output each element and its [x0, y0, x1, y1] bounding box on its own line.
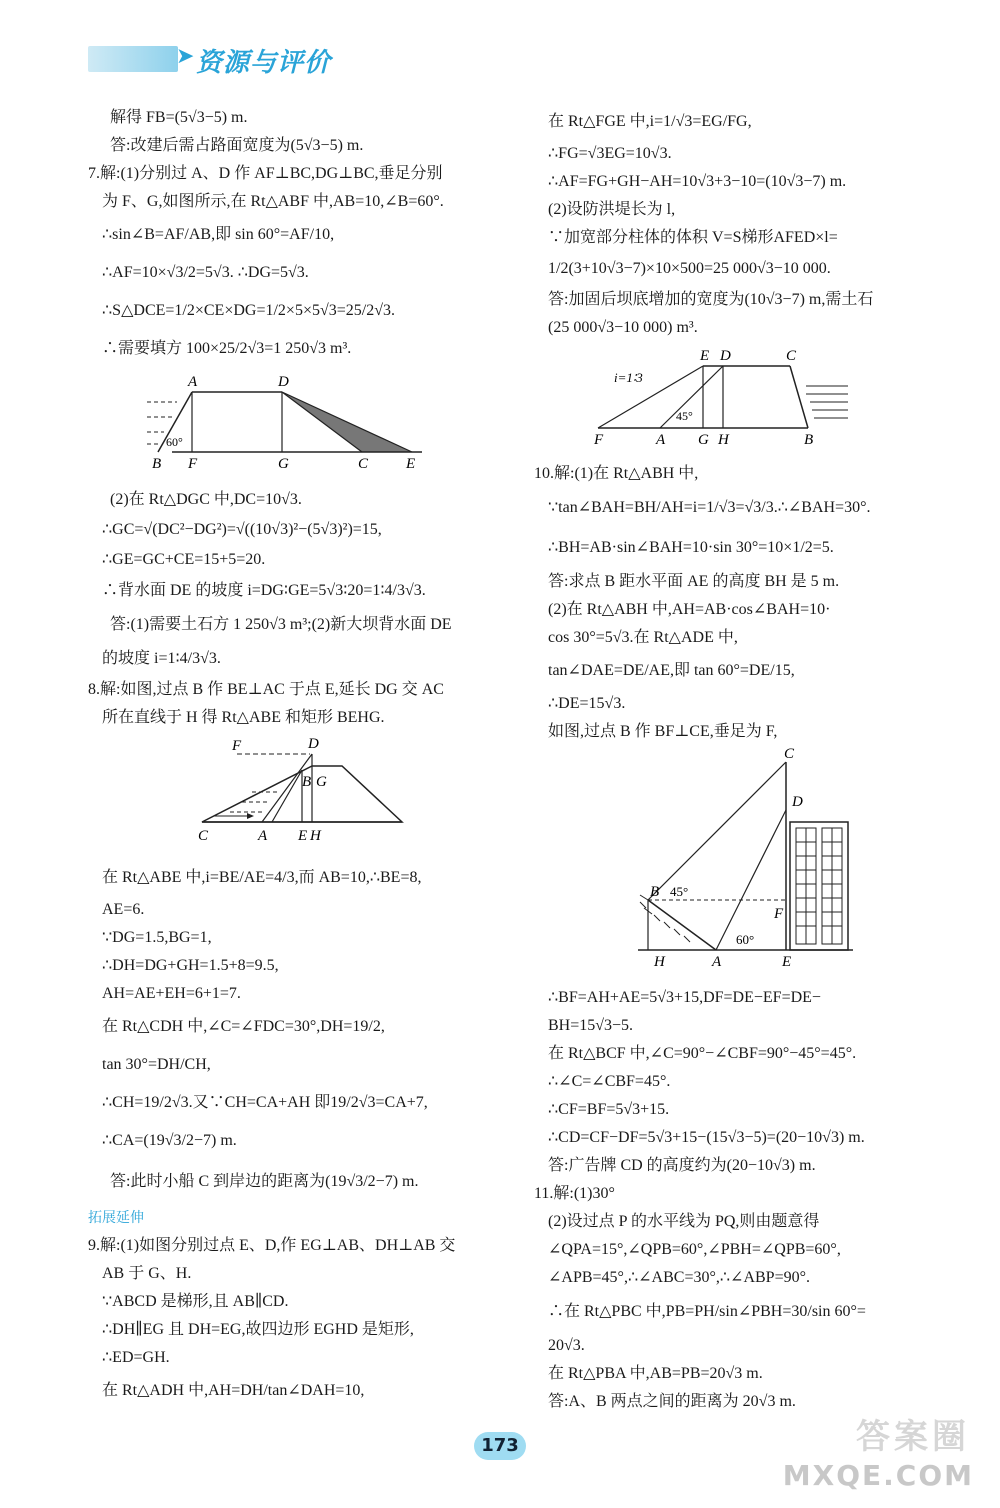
text-line: AH=AE+EH=6+1=7.: [102, 985, 241, 1002]
text-line: ∴GE=GC+CE=15+5=20.: [102, 551, 266, 568]
text-line: 答:广告牌 CD 的高度约为(20−10√3) m.: [548, 1157, 816, 1174]
text-line: ∴在 Rt△PBC 中,PB=PH/sin∠PBH=30/sin 60°=: [548, 1303, 866, 1320]
text-line: AE=6.: [102, 901, 145, 918]
label-C: C: [784, 746, 795, 762]
label-D: D: [278, 374, 289, 390]
text-line: ∴ED=GH.: [102, 1349, 170, 1366]
text-line: 的坡度 i=1∶4/3√3.: [102, 650, 221, 667]
text-line: 9.解:(1)如图分别过点 E、D,作 EG⊥AB、DH⊥AB 交: [88, 1237, 456, 1254]
text-line: (2)设过点 P 的水平线为 PQ,则由题意得: [548, 1213, 820, 1230]
text-line: 在 Rt△ADH 中,AH=DH/tan∠DAH=10,: [102, 1382, 365, 1399]
label-B: B: [804, 432, 814, 448]
text-line: 答:求点 B 距水平面 AE 的高度 BH 是 5 m.: [548, 573, 840, 590]
label-D: D: [308, 736, 319, 752]
text-line: ∴S△DCE=1/2×CE×DG=1/2×5×5√3=25/2√3.: [102, 302, 395, 319]
text-line: 为 F、G,如图所示,在 Rt△ABF 中,AB=10,∠B=60°.: [102, 193, 444, 210]
text-line: ∵tan∠BAH=BH/AH=i=1/√3=√3/3.∴∠BAH=30°.: [548, 499, 871, 516]
label-B: B: [650, 884, 660, 900]
label-C: C: [358, 456, 369, 472]
label-A: A: [258, 828, 268, 844]
arrow-icon: ➤: [176, 44, 195, 69]
text-line: ∴背水面 DE 的坡度 i=DG∶GE=5√3∶20=1∶4/3√3.: [102, 582, 426, 599]
label-G: G: [316, 774, 327, 790]
label-A: A: [188, 374, 198, 390]
text-line: AB 于 G、H.: [102, 1265, 192, 1282]
text-line: (2)设防洪堤长为 l,: [548, 201, 676, 218]
text-line: 7.解:(1)分别过 A、D 作 AF⊥BC,DG⊥BC,垂足分别: [88, 165, 443, 182]
left-column: [88, 104, 512, 1410]
text-line: ∴DH=DG+GH=1.5+8=9.5,: [102, 957, 279, 974]
text-line: 8.解:如图,过点 B 作 BE⊥AC 于点 E,延长 DG 交 AC: [88, 681, 444, 698]
label-H: H: [718, 432, 729, 448]
text-line: ∴FG=√3EG=10√3.: [548, 145, 672, 162]
text-line: ∴BF=AH+AE=5√3+15,DF=DE−EF=DE−: [548, 989, 821, 1006]
label-H: H: [654, 954, 665, 970]
figure-billboard-10: [548, 746, 948, 970]
text-line: tan∠DAE=DE/AE,即 tan 60°=DE/15,: [548, 662, 795, 679]
label-45: 45°: [676, 409, 693, 423]
text-line: ∴DH∥EG 且 DH=EG,故四边形 EGHD 是矩形,: [102, 1321, 414, 1338]
header-title: 资源与评价: [196, 48, 332, 78]
text-line: 在 Rt△ABE 中,i=BE/AE=4/3,而 AB=10,∴BE=8,: [102, 869, 422, 886]
watermark-top: 答案圈: [856, 1417, 970, 1457]
label-B: B: [152, 456, 162, 472]
right-column: [534, 104, 948, 1416]
text-line: ∴GC=√(DC²−DG²)=√((10√3)²−(5√3)²)=15,: [102, 521, 382, 538]
text-line: ∴CA=(19√3/2−7) m.: [102, 1132, 237, 1149]
text-line: tan 30°=DH/CH,: [102, 1056, 211, 1073]
label-F: F: [774, 906, 784, 922]
text-line: cos 30°=5√3.在 Rt△ADE 中,: [548, 629, 738, 646]
section-label: 拓展延伸: [88, 1210, 144, 1226]
text-line: ∴BH=AB·sin∠BAH=10·sin 30°=10×1/2=5.: [548, 539, 834, 556]
label-E: E: [782, 954, 792, 970]
text-line: 答:此时小船 C 到岸边的距离为(19√3/2−7) m.: [110, 1173, 419, 1190]
text-line: 答:A、B 两点之间的距离为 20√3 m.: [548, 1393, 796, 1410]
text-line: (2)在 Rt△ABH 中,AH=AB·cos∠BAH=10·: [548, 601, 831, 618]
page-number: 173: [474, 1432, 526, 1460]
label-E: E: [298, 828, 308, 844]
text-line: BH=15√3−5.: [548, 1017, 634, 1034]
text-line: ∴CF=BF=5√3+15.: [548, 1101, 670, 1118]
header-bar: [88, 46, 178, 72]
text-line: ∴DE=15√3.: [548, 695, 626, 712]
text-line: 在 Rt△BCF 中,∠C=90°−∠CBF=90°−45°=45°.: [548, 1045, 857, 1062]
label-F: F: [188, 456, 198, 472]
watermark-bottom: MXQE.COM: [782, 1459, 974, 1492]
text-line: ∴sin∠B=AF/AB,即 sin 60°=AF/10,: [102, 226, 335, 243]
label-60: 60°: [736, 932, 755, 947]
label-F: F: [232, 738, 242, 754]
text-line: ∵ABCD 是梯形,且 AB∥CD.: [102, 1293, 289, 1310]
text-line: (2)在 Rt△DGC 中,DC=10√3.: [110, 491, 302, 508]
text-line: 11.解:(1)30°: [534, 1185, 615, 1202]
text-line: ∴AF=10×√3/2=5√3. ∴DG=5√3.: [102, 264, 309, 281]
label-E: E: [700, 348, 710, 364]
text-line: ∴CH=19/2√3.又∵CH=CA+AH 即19/2√3=CA+7,: [102, 1094, 428, 1111]
text-line: 在 Rt△CDH 中,∠C=∠FDC=30°,DH=19/2,: [102, 1018, 385, 1035]
label-C: C: [198, 828, 209, 844]
text-line: 答:(1)需要土石方 1 250√3 m³;(2)新大坝背水面 DE: [110, 616, 452, 633]
label-D: D: [720, 348, 731, 364]
label-G: G: [698, 432, 709, 448]
label-slope: i=1∶3: [614, 370, 643, 385]
text-line: ∠QPA=15°,∠QPB=60°,∠PBH=∠QPB=60°,: [548, 1241, 841, 1258]
label-F: F: [594, 432, 604, 448]
text-line: ∴∠C=∠CBF=45°.: [548, 1073, 671, 1090]
label-B: B: [302, 774, 312, 790]
text-line: 在 Rt△PBA 中,AB=PB=20√3 m.: [548, 1365, 763, 1382]
label-G: G: [278, 456, 289, 472]
label-H: H: [310, 828, 321, 844]
label-C: C: [786, 348, 797, 364]
label-60: 60°: [166, 435, 183, 449]
text-line: ∴AF=FG+GH−AH=10√3+3−10=(10√3−7) m.: [548, 173, 847, 190]
label-A: A: [712, 954, 722, 970]
text-line: 如图,过点 B 作 BF⊥CE,垂足为 F,: [548, 723, 778, 740]
figure-dam-7: [102, 372, 416, 472]
label-A: A: [656, 432, 666, 448]
label-45: 45°: [670, 884, 689, 899]
text-line: 解得 FB=(5√3−5) m.: [110, 109, 248, 126]
page-header: [88, 40, 338, 80]
text-line: 答:加固后坝底增加的宽度为(10√3−7) m,需土石: [548, 291, 874, 308]
text-line: 10.解:(1)在 Rt△ABH 中,: [534, 465, 699, 482]
text-line: 1/2(3+10√3−7)×10×500=25 000√3−10 000.: [548, 260, 831, 277]
label-E: E: [406, 456, 416, 472]
label-D: D: [792, 794, 803, 810]
text-line: ∴CD=CF−DF=5√3+15−(15√3−5)=(20−10√3) m.: [548, 1129, 865, 1146]
text-line: 20√3.: [548, 1337, 585, 1354]
text-line: ∵加宽部分柱体的体积 V=S梯形AFED×l=: [548, 229, 838, 246]
text-line: ∴需要填方 100×25/2√3=1 250√3 m³.: [102, 340, 352, 357]
figure-dam-9: [548, 346, 868, 446]
text-line: ∠APB=45°,∴∠ABC=30°,∴∠ABP=90°.: [548, 1269, 810, 1286]
figure-dam-8: [102, 736, 402, 846]
text-line: ∵DG=1.5,BG=1,: [102, 929, 212, 946]
text-line: (25 000√3−10 000) m³.: [548, 319, 698, 336]
text-line: 在 Rt△FGE 中,i=1/√3=EG/FG,: [548, 113, 752, 130]
text-line: 所在直线于 H 得 Rt△ABE 和矩形 BEHG.: [102, 709, 385, 726]
text-line: 答:改建后需占路面宽度为(5√3−5) m.: [110, 137, 364, 154]
